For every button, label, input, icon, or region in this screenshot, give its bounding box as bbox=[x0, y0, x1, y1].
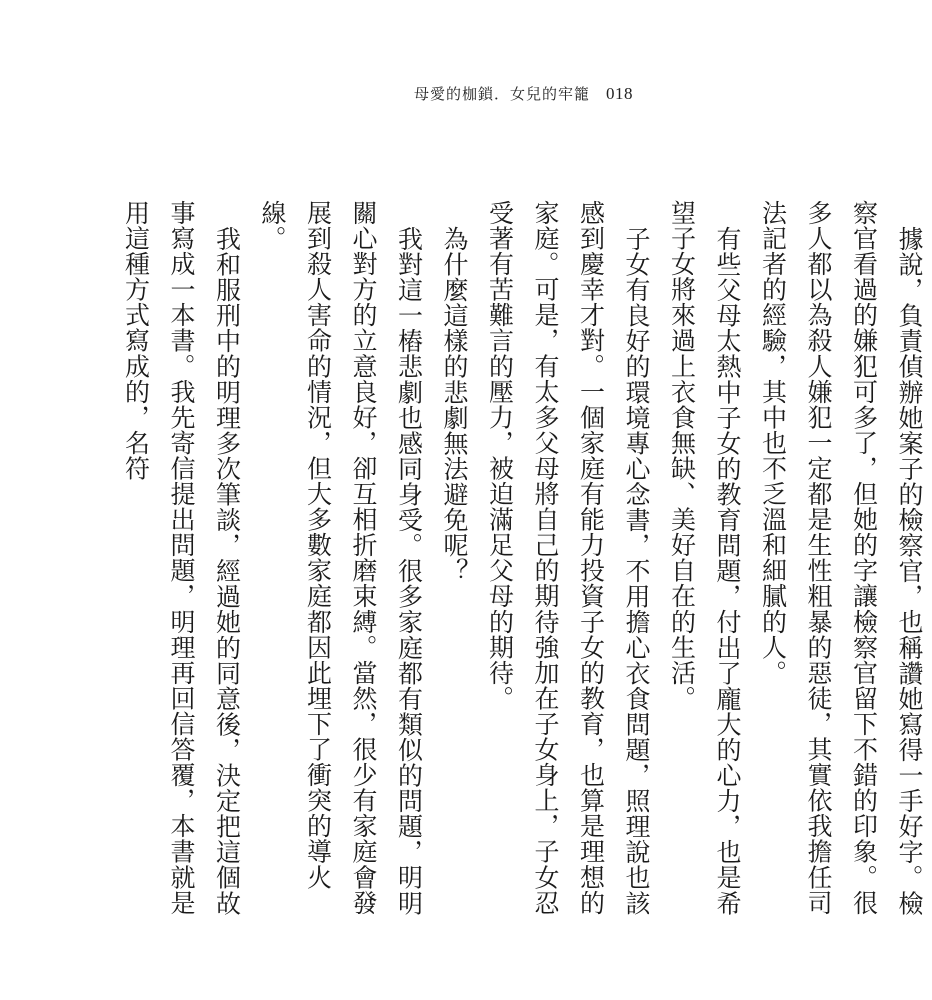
body-text bbox=[113, 200, 924, 930]
page-number: 018 bbox=[606, 84, 633, 103]
paragraph: 我和服刑中的明理多次筆談，經過她的同意後，決定把這個故事寫成一本書。我先寄信提出問題，明理再回信答覆，本書就是用這種方式寫成的，名符 bbox=[121, 200, 242, 916]
paragraph: 我對這一樁悲劇也感同身受。很多家庭都有類似的問題，明明關心對方的立意良好，卻互相折磨束縛。當然，很少有家庭會發展到殺人害命的情況，但大多數家庭都因此埋下了衝突的導火線。 bbox=[258, 200, 424, 916]
vertical-text-columns bbox=[113, 200, 932, 930]
paragraph: 有些父母太熱中子女的教育問題，付出了龐大的心力，也是希望子女將來過上衣食無缺、美好自在的生活。 bbox=[667, 200, 742, 916]
paragraph: 為什麼這樣的悲劇無法避免呢？ bbox=[440, 225, 469, 584]
paragraph: 據說，負責偵辦她案子的檢察官，也稱讚她寫得一手好字。檢察官看過的嫌犯可多了，但她的字讓檢察官留下不錯的印象。很多人都以為殺人嫌犯一定都是生性粗暴的惡徒，其實依我擔任司法記者的經驗，其中也不乏溫和細膩的人。 bbox=[758, 200, 924, 916]
running-title: 母愛的枷鎖．女兒的牢籠 bbox=[413, 85, 590, 103]
paragraph: 子女有良好的環境專心念書，不用擔心衣食問題，照理說也該感到慶幸才對。一個家庭有能力投資子女的教育，也算是理想的家庭。可是，有太多父母將自己的期待強加在子女身上，子女忍受著有苦難言的壓力，被迫滿足父母的期待。 bbox=[485, 200, 651, 916]
running-header bbox=[414, 83, 633, 104]
